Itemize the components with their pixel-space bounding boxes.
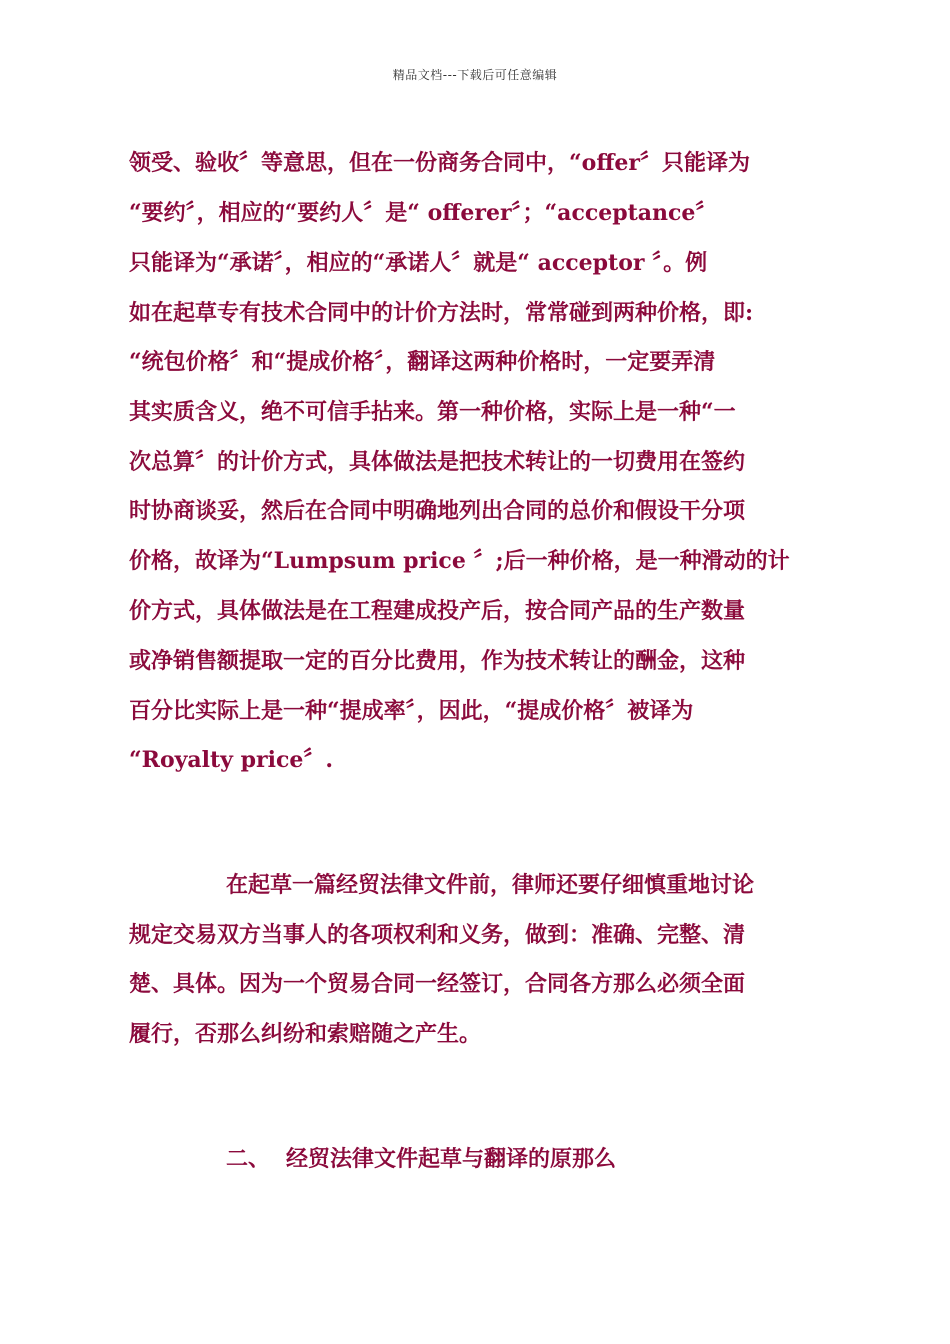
text-line: 价格，故译为“Lumpsum price 〞;后一种价格，是一种滑动的计 xyxy=(129,548,790,574)
text-line: 在起草一篇经贸法律文件前，律师还要仔细慎重地讨论 xyxy=(226,872,755,898)
page-header: 精品文档---下载后可任意编辑 xyxy=(392,68,558,82)
text-line: 价方式，具体做法是在工程建成投产后，按合同产品的生产数量 xyxy=(129,598,746,624)
text-line: 时协商谈妥，然后在合同中明确地列出合同的总价和假设干分项 xyxy=(129,498,746,524)
text-line: 如在起草专有技术合同中的计价方法时，常常碰到两种价格，即: xyxy=(129,300,754,326)
text-line: “Royalty price〞. xyxy=(129,747,333,773)
section-title: 经贸法律文件起草与翻译的原那么 xyxy=(286,1146,617,1172)
text-line: “要约〞，相应的“要约人〞是“ offerer〞；“acceptance〞 xyxy=(129,200,718,226)
text-line: 领受、验收〞等意思，但在一份商务合同中，“offer〞只能译为 xyxy=(129,150,750,176)
text-line: 或净销售额提取一定的百分比费用，作为技术转让的酬金，这种 xyxy=(129,648,746,674)
text-line: 楚、具体。因为一个贸易合同一经签订，合同各方那么必须全面 xyxy=(129,971,746,997)
text-line: 次总算〞的计价方式，具体做法是把技术转让的一切费用在签约 xyxy=(129,449,746,475)
text-line: 其实质含义，绝不可信手拈来。第一种价格，实际上是一种“一 xyxy=(129,399,736,425)
text-line: “统包价格〞和“提成价格〞，翻译这两种价格时，一定要弄清 xyxy=(129,349,716,375)
text-line: 履行，否那么纠纷和索赔随之产生。 xyxy=(129,1021,482,1047)
text-line: 规定交易双方当事人的各项权利和义务，做到：准确、完整、清 xyxy=(129,922,746,948)
text-line: 百分比实际上是一种“提成率〞，因此，“提成价格〞被译为 xyxy=(129,698,694,724)
section-number: 二、 xyxy=(226,1146,271,1172)
text-line: 只能译为“承诺〞，相应的“承诺人〞就是“ acceptor 〞。例 xyxy=(129,250,708,276)
